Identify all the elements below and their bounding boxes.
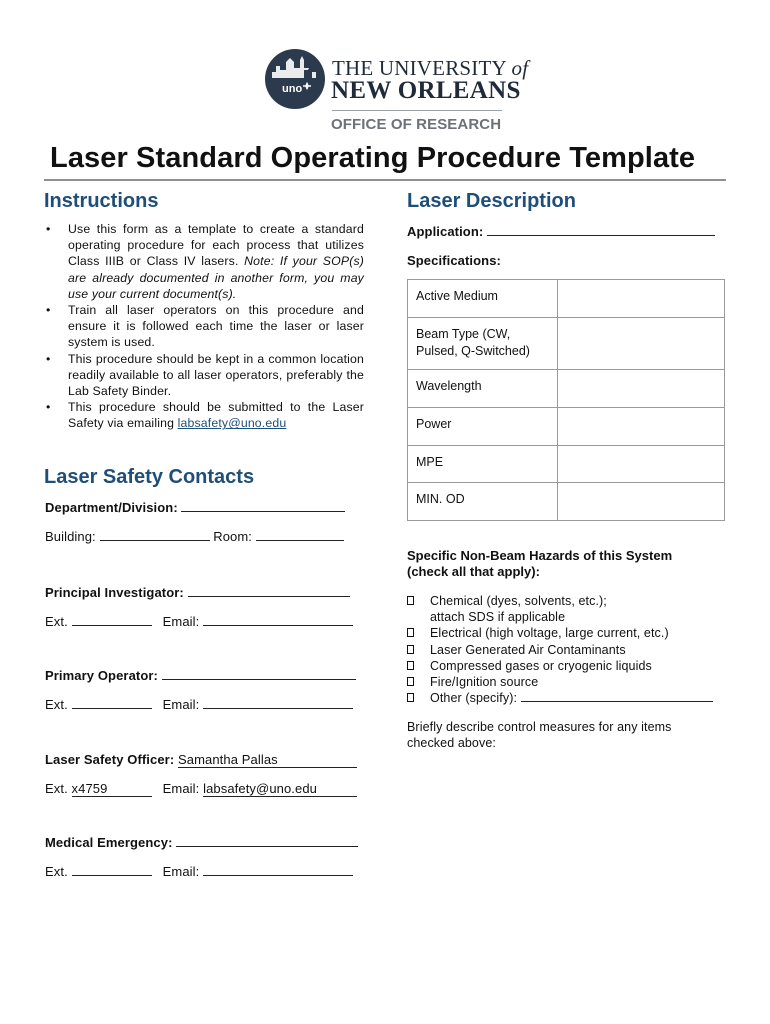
table-row [408, 280, 725, 318]
hazard-label: Laser Generated Air Contaminants [430, 642, 626, 657]
email-label: Email: [162, 864, 200, 879]
list-item[interactable] [407, 625, 727, 641]
other-specify-blank[interactable] [521, 691, 713, 702]
checkbox[interactable] [407, 596, 414, 605]
control-measures-prompt: Briefly describe control measures for any items checked above: [407, 720, 672, 751]
checkbox[interactable] [407, 661, 414, 670]
application-field[interactable] [407, 224, 715, 239]
page-title: Laser Standard Operating Procedure Template [50, 142, 696, 174]
instructions-heading: Instructions [44, 190, 159, 212]
ext-label: Ext. [45, 614, 68, 629]
department-field[interactable] [45, 500, 345, 515]
instructions-list [44, 221, 364, 432]
medical-label: Medical Emergency: [45, 835, 173, 850]
primary-operator-field[interactable] [45, 668, 356, 683]
instruction-text: Use this form as a template to create a standard operating procedure for each process that utilizes Class IIIB or Class IV lasers. [68, 222, 364, 269]
department-label: Department/Division: [45, 500, 178, 515]
pi-blank[interactable] [188, 585, 350, 597]
ext-blank[interactable] [72, 614, 152, 626]
hazards-heading-line2: (check all that apply): [407, 564, 540, 580]
table-row [408, 446, 725, 483]
instruction-text: This procedure should be kept in a common location readily available to all laser operators, preferably the Lab Safety Binder. [68, 351, 364, 399]
email-label: Email: [162, 781, 200, 796]
spec-value-cell[interactable] [558, 280, 725, 318]
seal-text: uno [282, 83, 303, 95]
primary-operator-label: Primary Operator: [45, 668, 158, 683]
table-row [408, 483, 725, 521]
contacts-heading: Laser Safety Contacts [44, 466, 255, 488]
instruction-text: This procedure should be submitted to the Laser Safety via emailing [68, 400, 364, 431]
list-item [44, 221, 364, 302]
lso-email[interactable]: labsafety@uno.edu [203, 781, 357, 797]
hazard-label: Electrical (high voltage, large current, etc.) [430, 626, 669, 641]
department-blank[interactable] [181, 500, 345, 512]
medical-emergency-field[interactable] [45, 835, 358, 850]
bullet-icon: • [46, 303, 51, 318]
lso-ext: x4759 [72, 781, 152, 797]
email-blank[interactable] [203, 864, 353, 876]
room-blank[interactable] [256, 529, 344, 541]
list-item[interactable] [407, 674, 727, 690]
spec-label: MPE [408, 446, 558, 483]
checkbox[interactable] [407, 628, 414, 637]
medical-blank[interactable] [176, 835, 358, 847]
university-seal-logo [264, 48, 326, 110]
pi-ext-email-field[interactable] [45, 614, 353, 629]
email-blank[interactable] [203, 614, 353, 626]
list-item [44, 351, 364, 400]
spec-label [408, 318, 558, 370]
title-divider [44, 179, 726, 181]
lso-field [45, 752, 357, 768]
application-blank[interactable] [487, 224, 715, 236]
list-item[interactable] [407, 642, 727, 658]
application-label: Application: [407, 224, 484, 239]
table-row [408, 318, 725, 370]
pi-field[interactable] [45, 585, 350, 600]
primary-operator-blank[interactable] [162, 668, 356, 680]
spec-label: MIN. OD [408, 483, 558, 521]
list-item[interactable] [407, 593, 727, 625]
hazard-label: Fire/Ignition source [430, 675, 539, 690]
primary-ext-email-field[interactable] [45, 697, 353, 712]
spec-value-cell[interactable] [558, 370, 725, 408]
specifications-table [407, 279, 725, 521]
lso-label: Laser Safety Officer: [45, 752, 175, 767]
bullet-icon: • [46, 351, 51, 366]
hazards-checklist [407, 593, 727, 706]
logo-divider [332, 110, 502, 111]
spec-label: Wavelength [408, 370, 558, 408]
checkbox[interactable] [407, 693, 414, 702]
office-name: OFFICE OF RESEARCH [331, 116, 502, 133]
table-row [408, 408, 725, 446]
checkbox[interactable] [407, 645, 414, 654]
ext-label: Ext. [45, 781, 68, 796]
hazards-heading-line1: Specific Non-Beam Hazards of this System [407, 548, 673, 563]
medical-ext-email-field[interactable] [45, 864, 353, 879]
list-item [44, 302, 364, 351]
list-item[interactable] [407, 658, 727, 674]
building-blank[interactable] [100, 529, 210, 541]
lso-ext-email-field [45, 781, 357, 797]
email-label: Email: [162, 614, 200, 629]
bullet-icon: • [46, 400, 51, 415]
uni-of-text: of [511, 56, 529, 80]
ext-label: Ext. [45, 697, 68, 712]
bullet-icon: • [46, 222, 51, 236]
list-item[interactable] [407, 690, 727, 706]
instruction-text: Train all laser operators on this procedure and ensure it is followed each time the laser or laser system is used. [68, 303, 364, 350]
laser-description-heading: Laser Description [407, 190, 576, 212]
email-blank[interactable] [203, 697, 353, 709]
spec-value-cell[interactable] [558, 446, 725, 483]
list-item [44, 399, 364, 431]
building-room-field[interactable] [45, 529, 344, 544]
ext-blank[interactable] [72, 864, 152, 876]
spec-label-text: Beam Type (CW, Pulsed, Q-Switched) [416, 327, 530, 358]
room-label: Room: [213, 529, 253, 544]
hazards-heading [407, 548, 672, 580]
checkbox[interactable] [407, 677, 414, 686]
hazard-label: Compressed gases or cryogenic liquids [430, 658, 652, 673]
ext-blank[interactable] [72, 697, 152, 709]
specifications-label: Specifications: [407, 253, 501, 268]
spec-value-cell[interactable] [558, 408, 725, 446]
email-label: Email: [162, 697, 200, 712]
hazard-label: Chemical (dyes, solvents, etc.); attach SDS if applicable [430, 594, 607, 625]
university-name-line2: NEW ORLEANS [331, 77, 521, 104]
uni-line1-text: THE UNIVERSITY [332, 56, 512, 80]
ext-label: Ext. [45, 864, 68, 879]
spec-value-cell[interactable] [558, 483, 725, 521]
instruction-note: Note: If your SOP(s) are already documented in another form, you may use your current document(s). [68, 254, 364, 301]
spec-label: Power [408, 408, 558, 446]
lso-name: Samantha Pallas [178, 752, 357, 768]
spec-value-cell[interactable] [558, 318, 725, 370]
building-label: Building: [45, 529, 96, 544]
pi-label: Principal Investigator: [45, 585, 184, 600]
labsafety-email-link[interactable]: labsafety@uno.edu [177, 416, 287, 431]
spec-label: Active Medium [408, 280, 558, 318]
table-row [408, 370, 725, 408]
hazard-label: Other (specify): [430, 691, 518, 706]
